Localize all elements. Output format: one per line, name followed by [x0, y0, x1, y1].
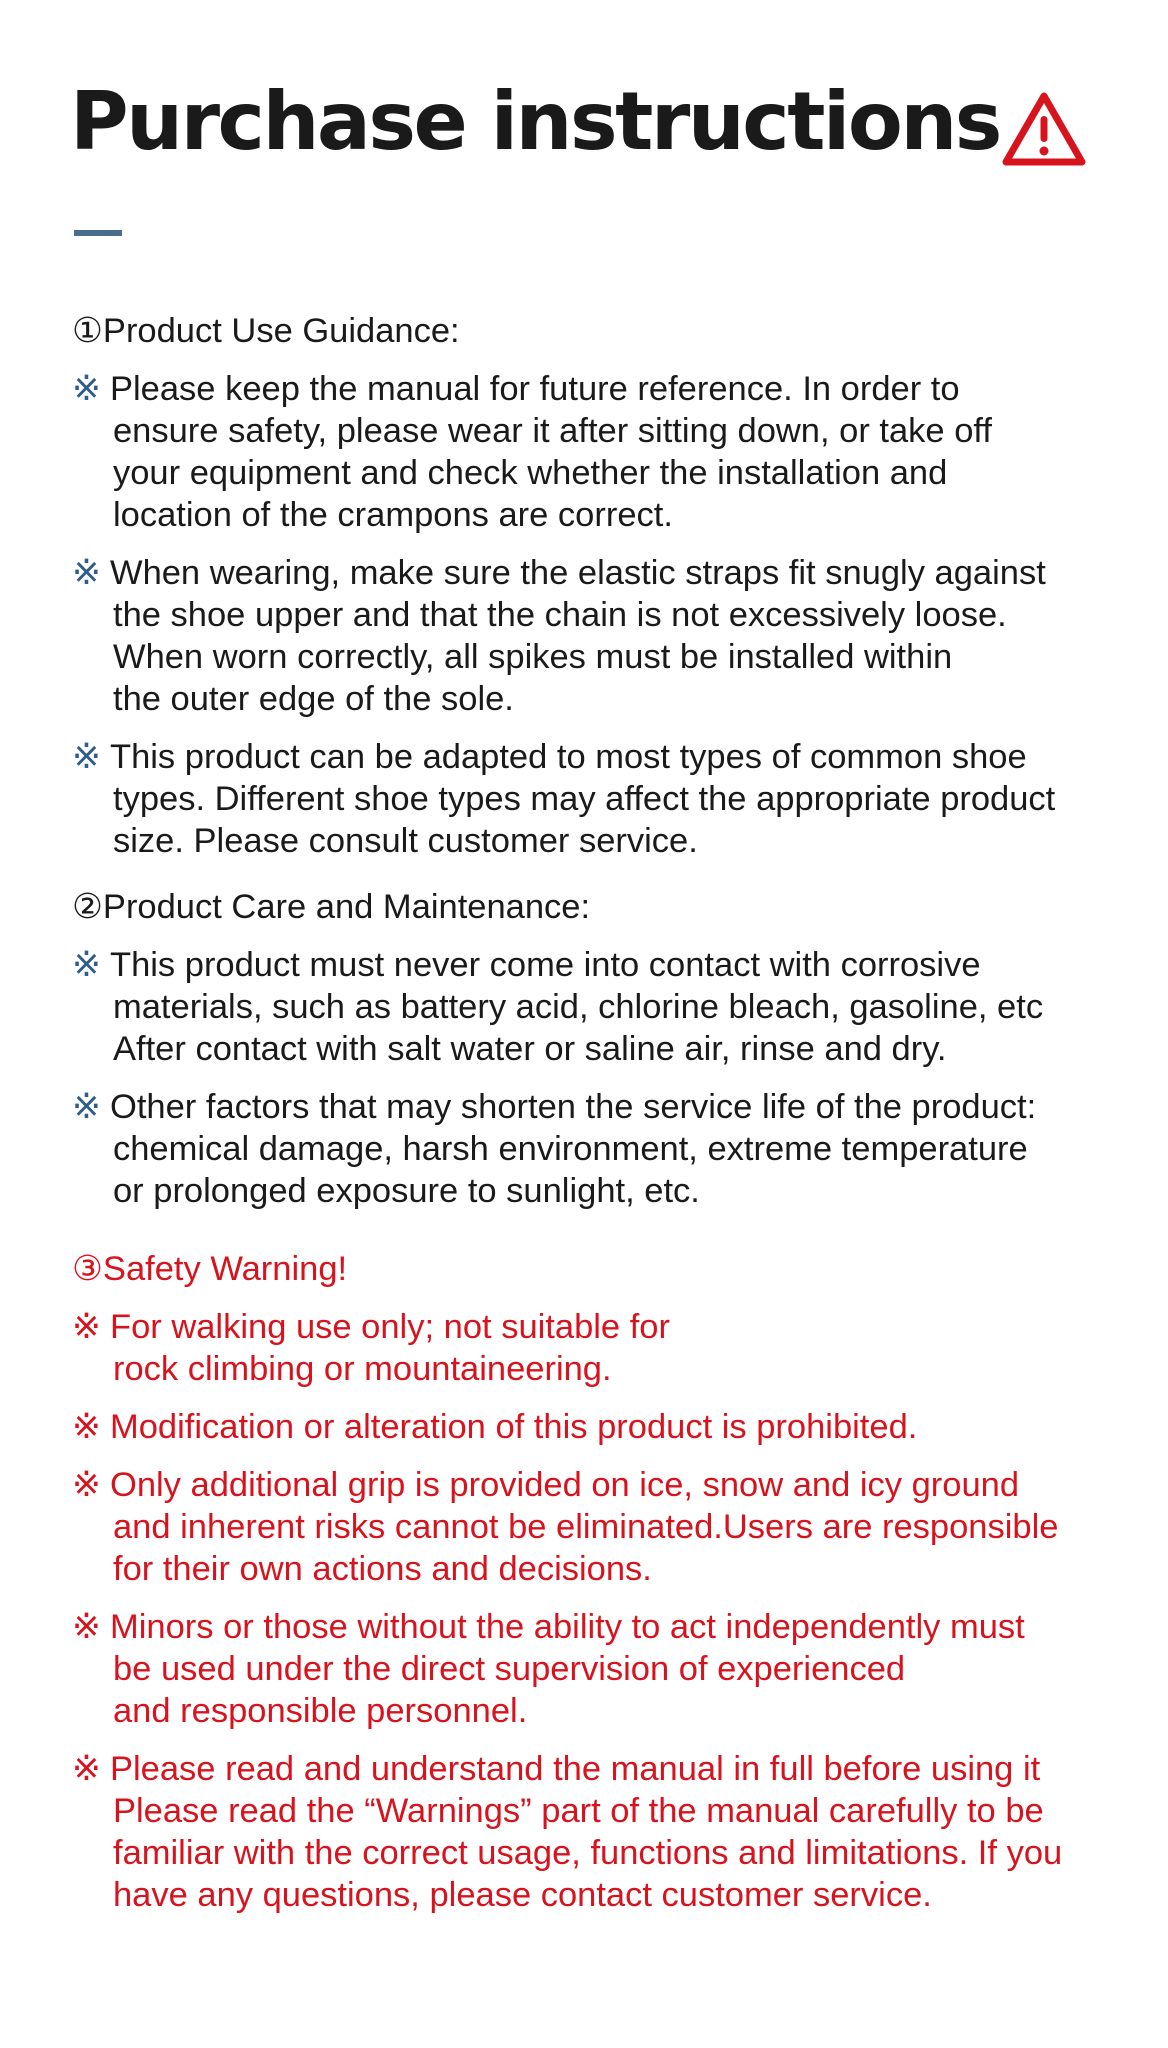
reference-mark-icon: ※	[72, 1308, 101, 1346]
title-underline-divider	[74, 230, 122, 236]
reference-mark-icon: ※	[72, 738, 101, 776]
section-safety-warning	[72, 1248, 1152, 1916]
reference-mark-icon: ※	[72, 370, 101, 408]
item-text-line: for their own actions and decisions.	[113, 1550, 652, 1588]
item-text-line: have any questions, please contact customer service.	[113, 1876, 932, 1914]
list-item	[72, 552, 1152, 720]
item-text-line: location of the crampons are correct.	[113, 496, 673, 534]
item-text-line: ensure safety, please wear it after sitting down, or take off	[113, 412, 992, 450]
reference-mark-icon: ※	[72, 1466, 101, 1504]
item-text-line: your equipment and check whether the installation and	[113, 454, 948, 492]
item-text-line: After contact with salt water or saline air, rinse and dry.	[113, 1030, 947, 1068]
reference-mark-icon: ※	[72, 1408, 101, 1446]
list-item	[72, 1406, 1152, 1448]
item-text-line: chemical damage, harsh environment, extreme temperature	[113, 1130, 1028, 1168]
item-text-line: Modification or alteration of this product is prohibited.	[110, 1408, 918, 1446]
instructions-content	[72, 310, 1152, 1940]
item-text-line: When worn correctly, all spikes must be installed within	[113, 638, 953, 676]
list-item	[72, 1086, 1152, 1212]
reference-mark-icon: ※	[72, 1750, 101, 1788]
item-text-line: familiar with the correct usage, functions and limitations. If you	[113, 1834, 1063, 1872]
item-text-line: Please read the “Warnings” part of the manual carefully to be	[113, 1792, 1044, 1830]
item-text-line: rock climbing or mountaineering.	[113, 1350, 612, 1388]
item-text-line: Other factors that may shorten the service life of the product:	[110, 1088, 1037, 1126]
item-text-line: size. Please consult customer service.	[113, 822, 698, 860]
section-heading: ②Product Care and Maintenance:	[72, 888, 591, 926]
reference-mark-icon: ※	[72, 1608, 101, 1646]
item-text-line: When wearing, make sure the elastic straps fit snugly against	[110, 554, 1046, 592]
reference-mark-icon: ※	[72, 554, 101, 592]
item-text-line: types. Different shoe types may affect the appropriate product	[113, 780, 1056, 818]
list-item	[72, 1606, 1152, 1732]
item-text-line: Please keep the manual for future reference. In order to	[110, 370, 960, 408]
reference-mark-icon: ※	[72, 1088, 101, 1126]
section-heading: ③Safety Warning!	[72, 1250, 348, 1288]
item-text-line: and inherent risks cannot be eliminated.Users are responsible	[113, 1508, 1059, 1546]
warning-triangle-icon	[1000, 88, 1088, 170]
list-item	[72, 1748, 1152, 1916]
list-item	[72, 1306, 1152, 1390]
item-text-line: This product can be adapted to most types of common shoe	[110, 738, 1027, 776]
item-text-line: For walking use only; not suitable for	[110, 1308, 670, 1346]
list-item	[72, 944, 1152, 1070]
item-text-line: materials, such as battery acid, chlorine bleach, gasoline, etc	[113, 988, 1044, 1026]
section-heading: ①Product Use Guidance:	[72, 312, 460, 350]
section-product-use-guidance	[72, 310, 1152, 862]
reference-mark-icon: ※	[72, 946, 101, 984]
item-text-line: Minors or those without the ability to act independently must	[110, 1608, 1025, 1646]
item-text-line: or prolonged exposure to sunlight, etc.	[113, 1172, 700, 1210]
section-product-care-maintenance	[72, 886, 1152, 1212]
item-text-line: be used under the direct supervision of experienced	[113, 1650, 906, 1688]
item-text-line: Only additional grip is provided on ice, snow and icy ground	[110, 1466, 1020, 1504]
item-text-line: This product must never come into contact with corrosive	[110, 946, 981, 984]
list-item	[72, 1464, 1152, 1590]
item-text-line: the outer edge of the sole.	[113, 680, 514, 718]
item-text-line: the shoe upper and that the chain is not excessively loose.	[113, 596, 1007, 634]
item-text-line: and responsible personnel.	[113, 1692, 528, 1730]
list-item	[72, 736, 1152, 862]
list-item	[72, 368, 1152, 536]
item-text-line: Please read and understand the manual in full before using it	[110, 1750, 1041, 1788]
page-title: Purchase instructions	[70, 75, 1000, 168]
